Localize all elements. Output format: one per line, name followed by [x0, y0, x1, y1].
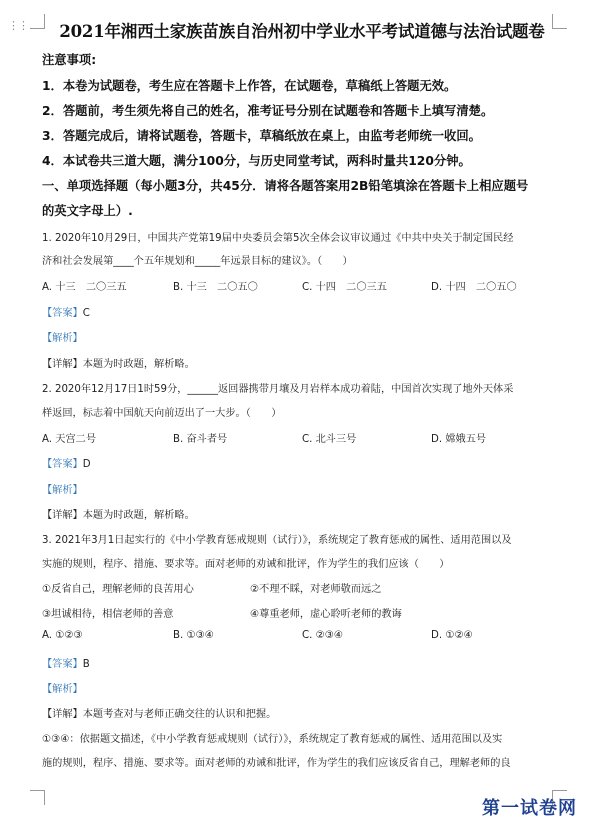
page-corner-mark-bottom-left — [30, 790, 45, 805]
q2-stem-line2: 样返回，标志着中国航天向前迈出了一大步。（ ） — [42, 408, 282, 419]
answer-tag: 【答案】 — [42, 459, 83, 470]
q3-explain-line2: 施的规则，程序、措施、要求等。面对老师的劝诫和批评，作为学生的我们应该反省自己，理解老师的良 — [42, 758, 511, 769]
notice-item-4: 4．本试卷共三道大题，满分100分，与历史同堂考试，两科时量共120分钟。 — [42, 154, 471, 168]
notice-item-2: 2．答题前，考生须先将自己的姓名，准考证号分别在试题卷和答题卡上填写清楚。 — [42, 104, 494, 118]
answer-value: D — [82, 459, 91, 470]
q3-option-c: C. ②③④ — [302, 630, 343, 641]
q1-option-d: D. 十四 二〇五〇 — [431, 282, 517, 293]
answer-tag: 【答案】 — [42, 308, 83, 319]
q3-analysis-tag: 【解析】 — [42, 684, 83, 695]
page-title: 2021年湘西土家族苗族自治州初中学业水平考试道德与法治试题卷 — [59, 22, 545, 41]
q1-option-b: B. 十三 二〇五〇 — [173, 282, 258, 293]
notice-item-3: 3．答题完成后，请将试题卷，答题卡，草稿纸放在桌上，由监考老师统一收回。 — [42, 129, 481, 143]
q3-stem-line1: 3. 2021年3月1日起实行的《中小学教育惩戒规则（试行）》，系统规定了教育惩戒的属性、适用范围以及 — [42, 535, 512, 546]
q2-option-c: C. 北斗三号 — [302, 434, 357, 445]
answer-value: C — [82, 308, 90, 319]
drag-handle-icon[interactable]: ⋮⋮ — [8, 19, 28, 32]
answer-value: B — [82, 659, 90, 670]
q2-stem-line1: 2. 2020年12月17日1时59分，______返回器携带月壤及月岩样本成功着陆，中国首次实现了地外天体采 — [42, 384, 514, 395]
notice-heading: 注意事项: — [42, 53, 97, 67]
q1-option-c: C. 十四 二〇三五 — [302, 282, 387, 293]
q3-choice-1: ①反省自己，理解老师的良苦用心 — [42, 584, 194, 595]
site-watermark: 第一试卷网 — [482, 798, 577, 819]
q3-choice-4: ④尊重老师，虚心聆听老师的教诲 — [250, 609, 402, 620]
q1-option-a: A. 十三 二〇三五 — [42, 282, 127, 293]
q2-detail: 【详解】本题为时政题，解析略。 — [42, 510, 195, 521]
q1-stem-line2: 济和社会发展第____个五年规划和_____年远景目标的建议》。（ ） — [42, 256, 353, 267]
q2-option-d: D. 嫦娥五号 — [431, 434, 487, 445]
q3-choice-2: ②不理不睬，对老师敬而远之 — [250, 584, 382, 595]
q3-option-b: B. ①③④ — [173, 630, 214, 641]
q1-analysis-tag: 【解析】 — [42, 333, 83, 344]
q3-choice-3: ③坦诚相待，相信老师的善意 — [42, 609, 174, 620]
notice-item-1: 1．本卷为试题卷，考生应在答题卡上作答，在试题卷，草稿纸上答题无效。 — [42, 79, 457, 93]
q3-option-a: A. ①②③ — [42, 630, 83, 641]
q2-answer — [42, 455, 91, 470]
q2-analysis-tag: 【解析】 — [42, 485, 83, 496]
q3-detail: 【详解】本题考查对与老师正确交往的认识和把握。 — [42, 709, 277, 720]
q2-option-a: A. 天宫二号 — [42, 434, 97, 445]
q3-option-d: D. ①②④ — [431, 630, 473, 641]
section-heading-line1: 一、单项选择题（每小题3分，共45分．请将各题答案用2B铅笔填涂在答题卡上相应题号 — [42, 179, 529, 193]
document-page — [42, 18, 562, 46]
q2-option-b: B. 奋斗者号 — [173, 434, 228, 445]
q3-answer — [42, 655, 90, 670]
section-heading-line2: 的英文字母上）. — [42, 204, 133, 218]
q3-stem-line2: 实施的规则，程序、措施、要求等。面对老师的劝诫和批评，作为学生的我们应该（ ） — [42, 559, 450, 570]
q1-stem-line1: 1. 2020年10月29日，中国共产党第19届中央委员会第5次全体会议审议通过《中共中央关于制定国民经 — [42, 233, 514, 244]
q3-explain-line1: ①③④：依据题文描述，《中小学教育惩戒规则（试行）》，系统规定了教育惩戒的属性、适用范围以及实 — [42, 734, 503, 745]
answer-tag: 【答案】 — [42, 659, 83, 670]
q1-answer — [42, 304, 90, 319]
q1-detail: 【详解】本题为时政题，解析略。 — [42, 359, 195, 370]
